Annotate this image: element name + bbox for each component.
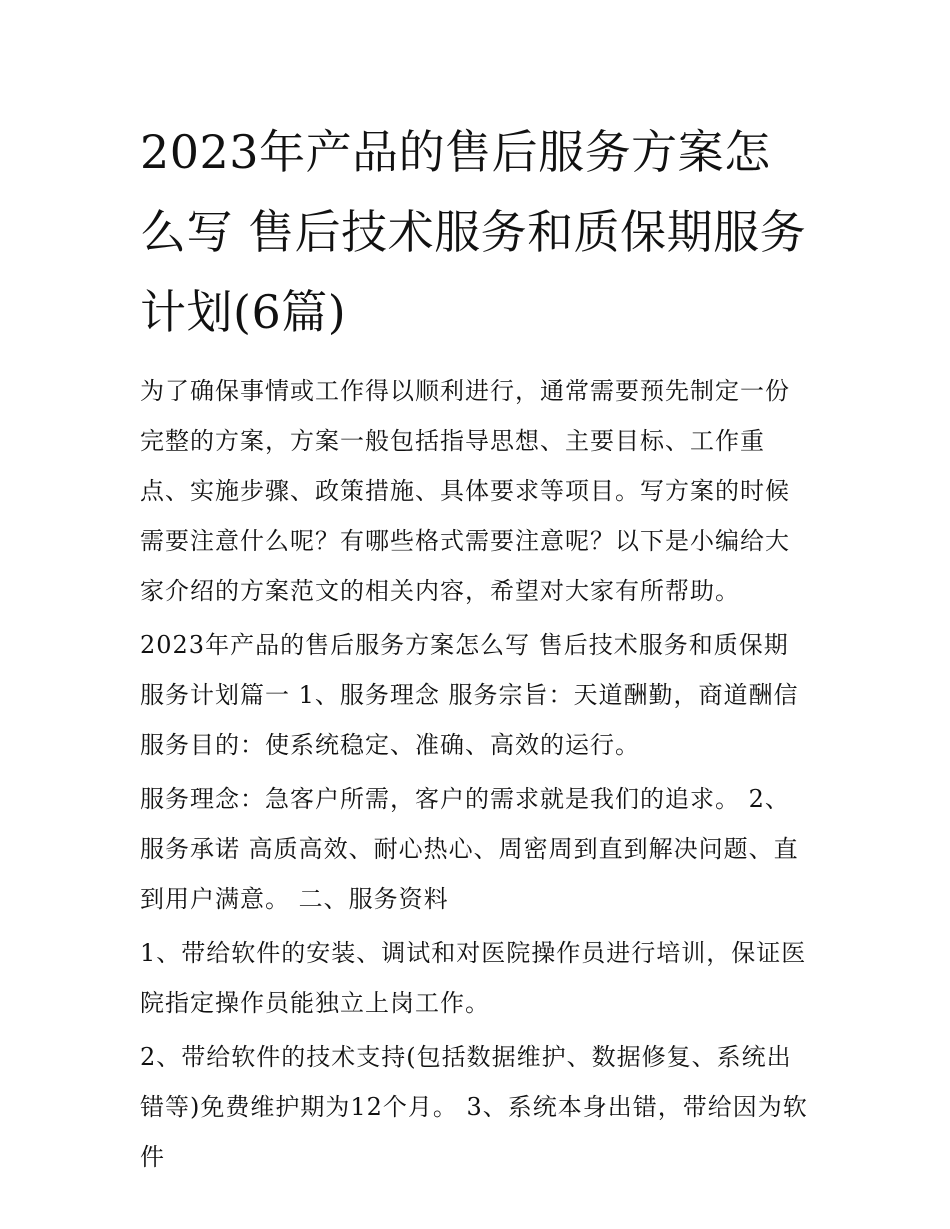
body-paragraph: 1、带给软件的安装、调试和对医院操作员进行培训，保证医院指定操作员能独立上岗工作。 — [140, 939, 807, 1017]
body-paragraph: 服务理念：急客户所需，客户的需求就是我们的追求。 2、服务承诺 高质高效、耐心热心、周密周到直到解决问题、直到用户满意。 二、服务资料 — [140, 785, 799, 913]
document-title: 2023年产品的售后服务方案怎么写 售后技术服务和质保期服务计划(6篇) — [140, 125, 807, 339]
document-page — [140, 112, 812, 1186]
body-paragraph: 2、带给软件的技术支持(包括数据维护、数据修复、系统出错等)免费维护期为12个月。 3、系统本身出错，带给因为软件 — [140, 1043, 808, 1171]
intro-paragraph: 为了确保事情或工作得以顺利进行，通常需要预先制定一份完整的方案，方案一般包括指导思想、主要目标、工作重点、实施步骤、政策措施、具体要求等项目。写方案的时候需要注意什么呢？有哪些格式需要注意呢？以下是小编给大家介绍的方案范文的相关内容，希望对大家有所帮助。 — [140, 377, 790, 605]
body-paragraph: 2023年产品的售后服务方案怎么写 售后技术服务和质保期服务计划篇一 1、服务理念 服务宗旨：天道酬勤，商道酬信 服务目的：使系统稳定、准确、高效的运行。 — [140, 631, 799, 759]
